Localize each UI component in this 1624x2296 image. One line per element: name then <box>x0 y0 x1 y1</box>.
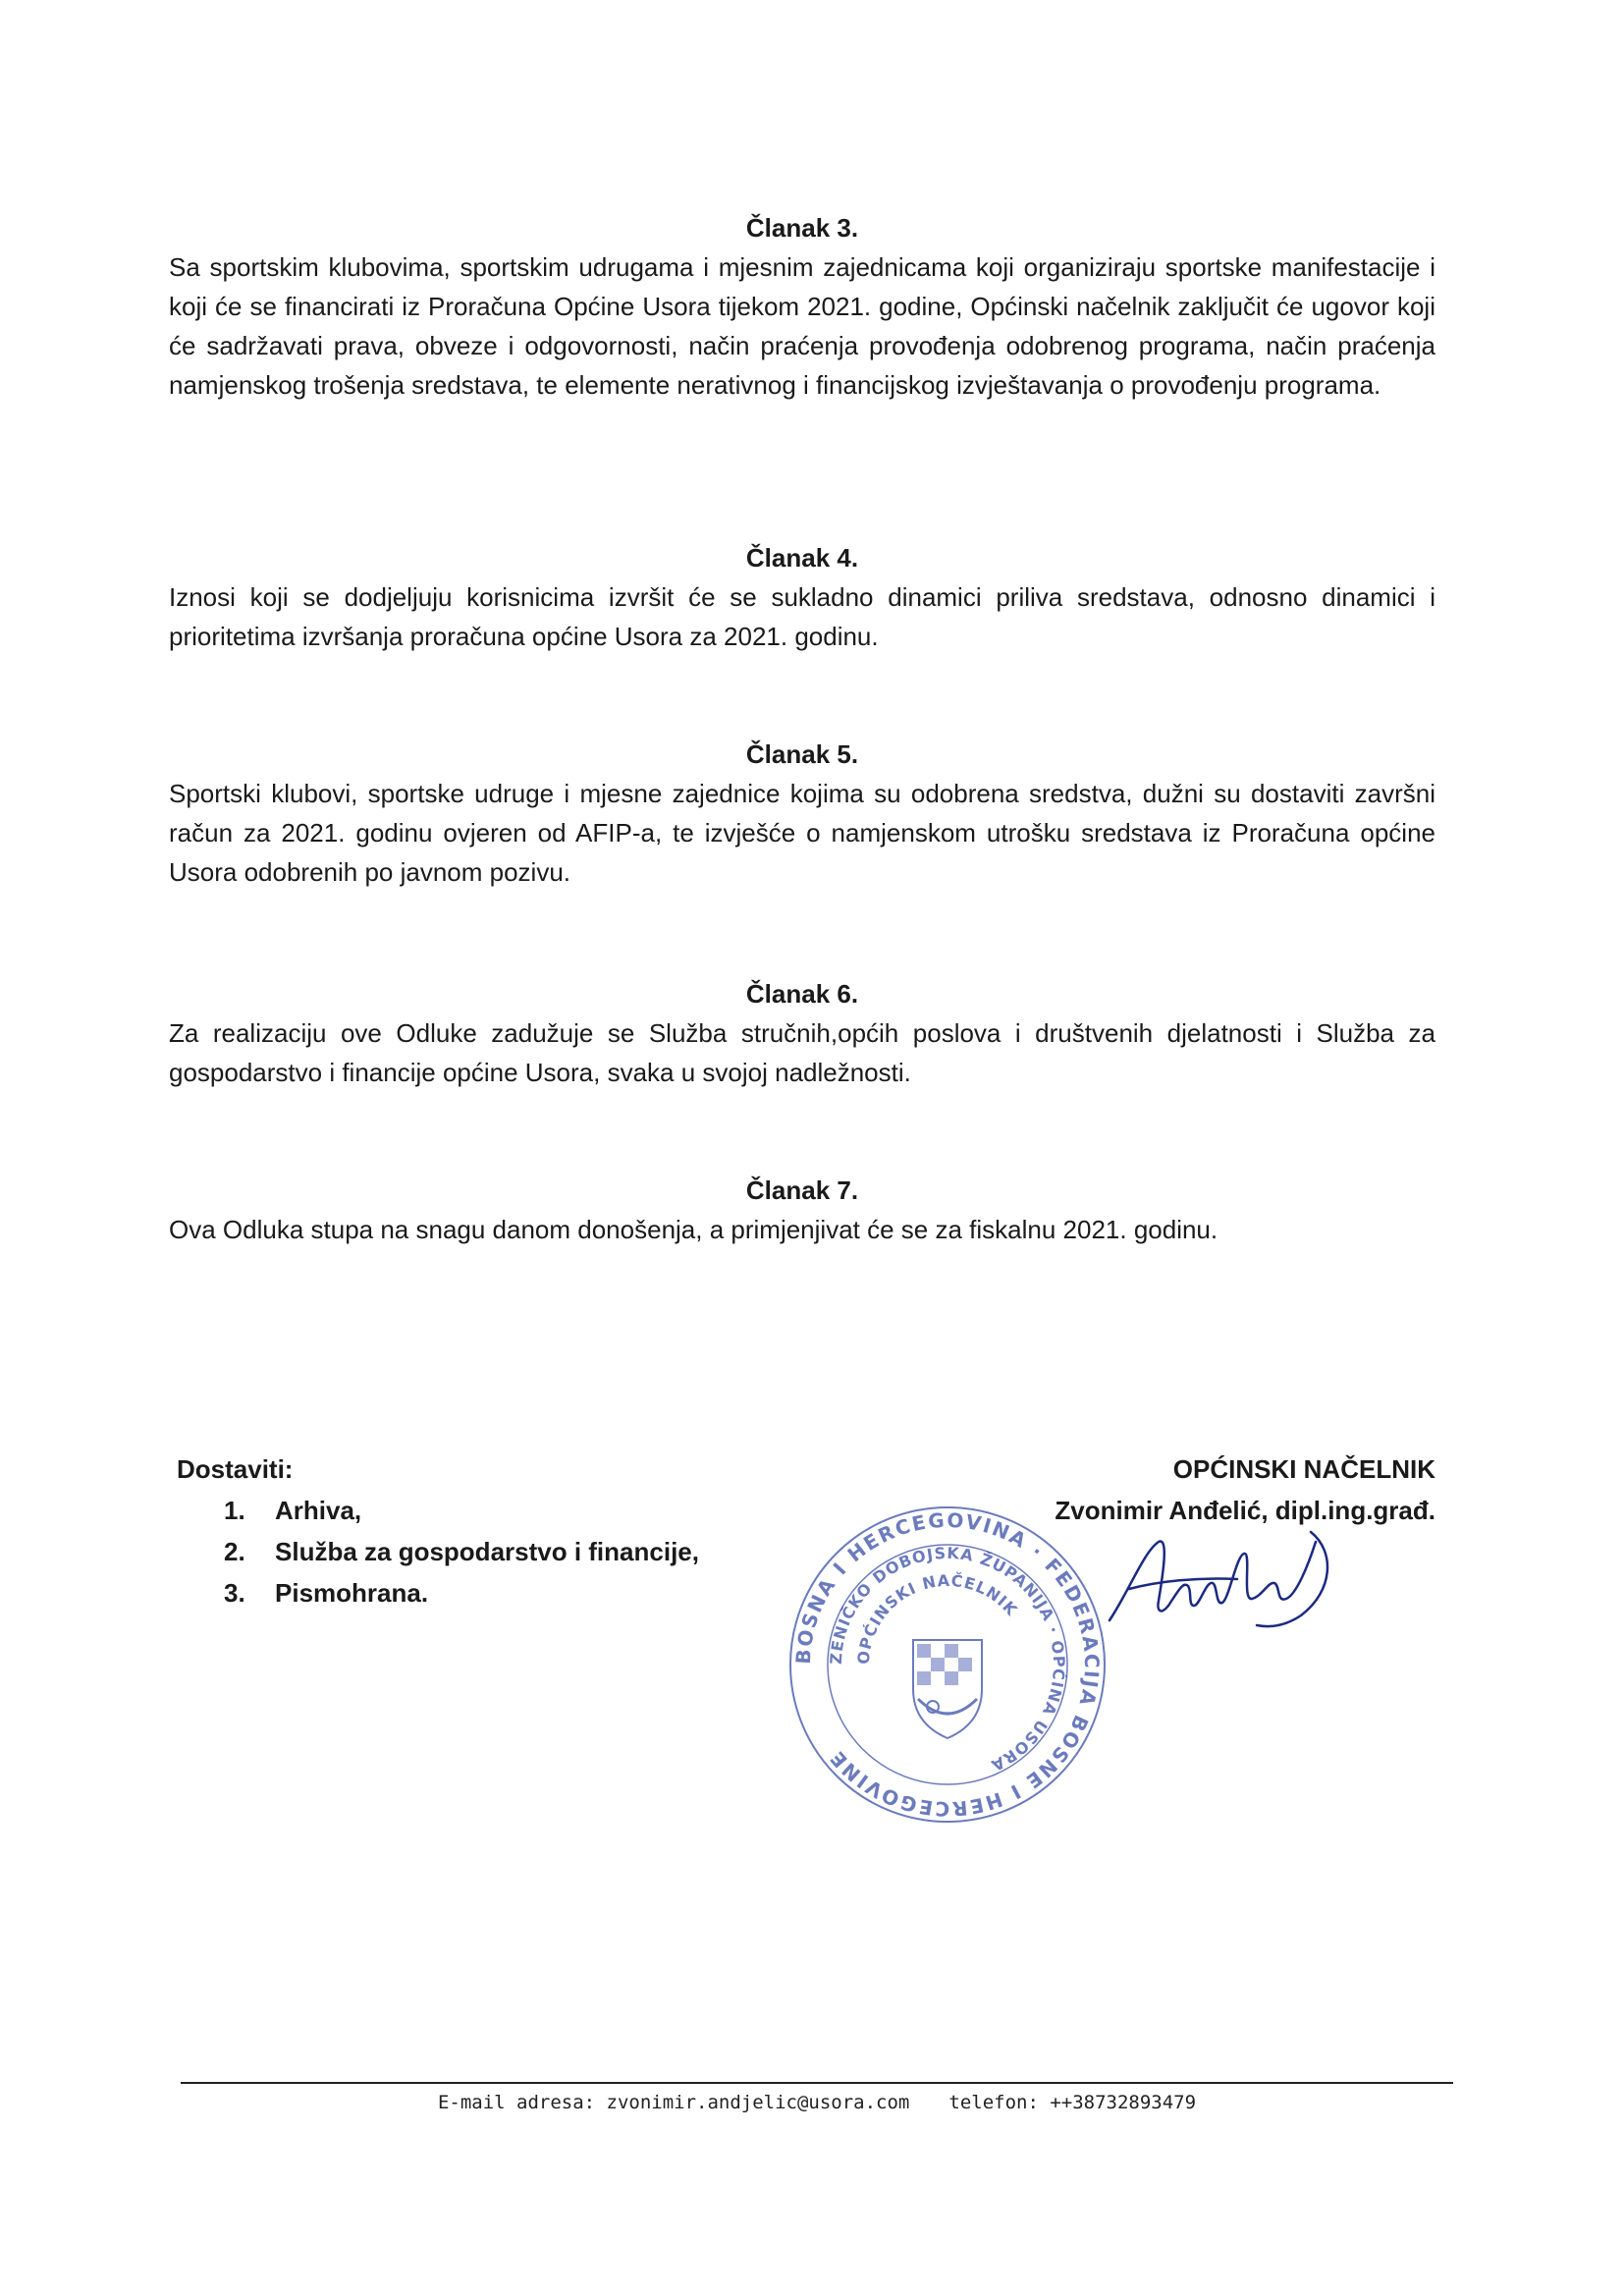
article-body: Iznosi koji se dodjeljuju korisnicima izvršit će se sukladno dinamici priliva sredstava, odnosno dinamici i prioritetima izvršanja proračuna općine Usora za 2021. godinu. <box>169 582 1435 651</box>
list-item-text: Arhiva, <box>275 1496 362 1525</box>
article-body: Za realizaciju ove Odluke zadužuje se Služba stručnih,općih poslova i društvenih djelatnosti i Služba za gospodarstvo i financije općine Usora, svaka u svojoj nadležnosti. <box>169 1018 1435 1087</box>
article-title: Članak 3. <box>745 213 859 243</box>
article-title: Članak 6. <box>745 979 859 1009</box>
article-5 <box>169 735 1435 892</box>
list-item <box>177 1490 699 1531</box>
signer-role: OPĆINSKI NAČELNIK <box>1172 1454 1435 1484</box>
list-item-number: 3. <box>224 1578 245 1608</box>
article-4 <box>169 538 1435 656</box>
article-body: Sa sportskim klubovima, sportskim udrugama i mjesnim zajednicama koji organiziraju sportske manifestacije i koji će se financirati iz Proračuna Općine Usora tijekom 2021. godine, Općinski načelnik zaključit će ugovor koji će sadržavati prava, obveze i odgovornosti, način praćenja provođenja odobrenog programa, način praćenja namjenskog trošenja sredstava, te elemente nerativnog i financijskog izvještavanja o provođenju programa. <box>169 252 1435 400</box>
article-body: Ova Odluka stupa na snagu danom donošenja, a primjenjivat će se za fiskalnu 2021. godinu. <box>169 1215 1218 1244</box>
list-item <box>177 1531 699 1572</box>
seal-inner-text: ZENIČKO DOBOJSKA ŽUPANIJA · OPĆINA USORA <box>826 1543 1069 1776</box>
list-item <box>177 1572 699 1613</box>
article-body: Sportski klubovi, sportske udruge i mjesne zajednice kojima su odobrena sredstva, dužni su dostaviti završni račun za 2021. godinu ovjeren od AFIP-a, te izvješće o namjenskom utrošku sredstava iz Proračuna općine Usora odobrenih po javnom pozivu. <box>169 779 1435 887</box>
list-item-text: Pismohrana. <box>275 1578 429 1608</box>
list-item-text: Služba za gospodarstvo i financije, <box>275 1537 699 1566</box>
delivery-list <box>177 1449 699 1613</box>
article-3 <box>169 208 1435 405</box>
list-item-number: 2. <box>224 1537 245 1566</box>
delivery-heading: Dostaviti: <box>177 1454 294 1484</box>
seal-outer-text: BOSNA I HERCEGOVINA · FEDERACIJA BOSNE I HERCEGOVINE <box>790 1507 1105 1822</box>
footer-phone: telefon: ++38732893479 <box>948 2092 1197 2113</box>
article-7 <box>169 1171 1435 1249</box>
handwritten-signature-icon <box>1090 1512 1345 1650</box>
official-seal-icon <box>785 1503 1110 1827</box>
footer-divider <box>181 2082 1453 2084</box>
signer-name: Zvonimir Anđelić, dipl.ing.građ. <box>1055 1496 1435 1525</box>
footer-email: E-mail adresa: zvonimir.andjelic@usora.com <box>437 2092 910 2113</box>
seal-center-text: OPĆINSKI NAČELNIK <box>853 1570 1022 1666</box>
article-6 <box>169 974 1435 1092</box>
footer <box>181 2092 1453 2113</box>
list-item-number: 1. <box>224 1496 245 1525</box>
article-title: Članak 5. <box>745 739 859 769</box>
delivery-items <box>177 1490 699 1613</box>
article-title: Članak 4. <box>745 543 859 573</box>
article-title: Članak 7. <box>745 1175 859 1205</box>
